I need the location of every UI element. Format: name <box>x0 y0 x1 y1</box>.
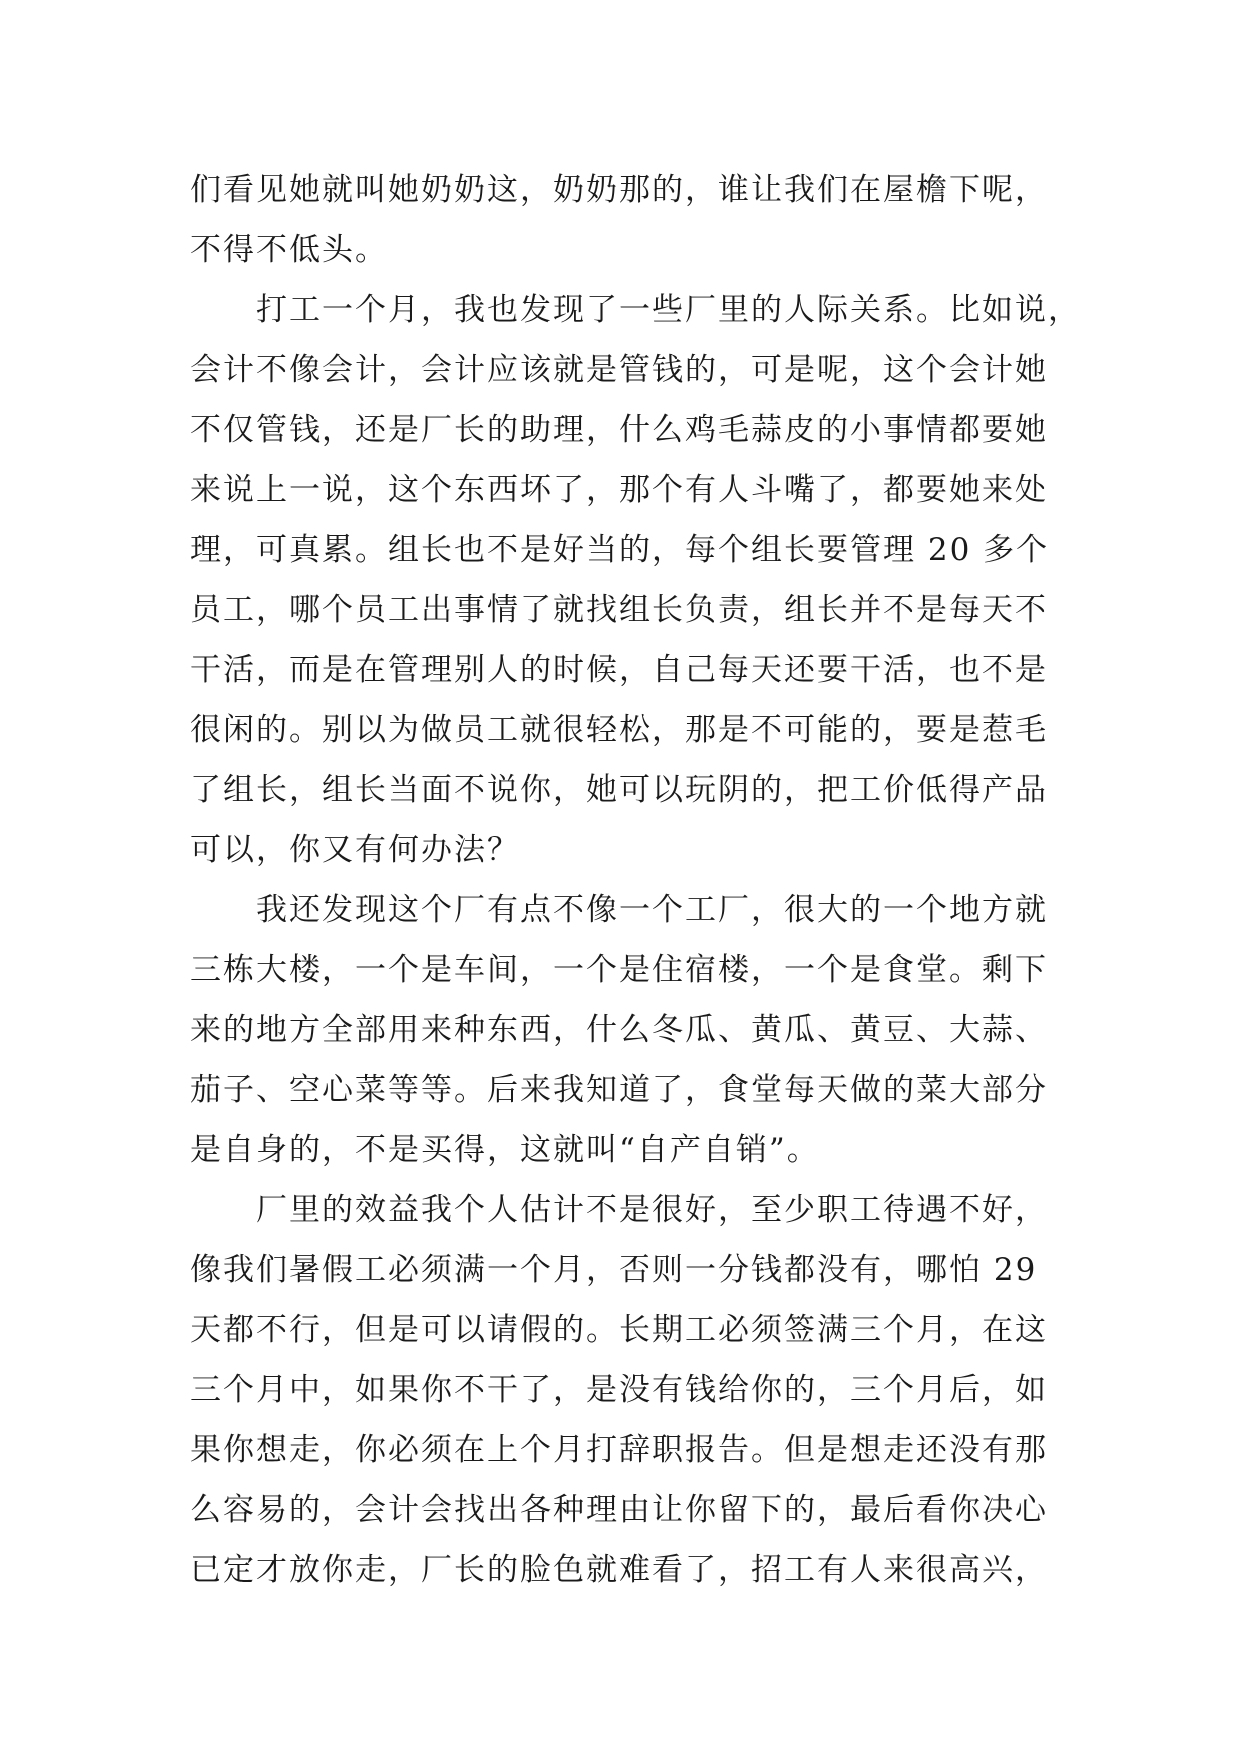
text-line: 不得不低头。 <box>190 232 388 268</box>
text-line: 来的地方全部用来种东西，什么冬瓜、黄瓜、黄豆、大蒜、 <box>190 1012 1048 1048</box>
text-line: 已定才放你走，厂长的脸色就难看了，招工有人来很高兴， <box>190 1552 1048 1588</box>
text-line: 会计不像会计，会计应该就是管钱的，可是呢，这个会计她 <box>190 352 1048 388</box>
text-line: 么容易的，会计会找出各种理由让你留下的，最后看你决心 <box>190 1492 1048 1528</box>
body-text <box>190 160 1081 1600</box>
paragraph-start-line: 厂里的效益我个人估计不是很好，至少职工待遇不好， <box>256 1192 1048 1228</box>
text-line: 干活，而是在管理别人的时候，自己每天还要干活，也不是 <box>190 652 1048 688</box>
text-line: 员工，哪个员工出事情了就找组长负责，组长并不是每天不 <box>190 592 1048 628</box>
paragraph-start-line: 我还发现这个厂有点不像一个工厂，很大的一个地方就 <box>256 892 1048 928</box>
text-line: 理，可真累。组长也不是好当的，每个组长要管理 20 多个 <box>190 532 1050 568</box>
text-line: 是自身的，不是买得，这就叫“自产自销”。 <box>190 1132 820 1168</box>
text-line: 像我们暑假工必须满一个月，否则一分钱都没有，哪怕 29 <box>190 1252 1038 1288</box>
text-line: 果你想走，你必须在上个月打辞职报告。但是想走还没有那 <box>190 1432 1048 1468</box>
text-line: 茄子、空心菜等等。后来我知道了，食堂每天做的菜大部分 <box>190 1072 1048 1108</box>
paragraph-start-line: 打工一个月，我也发现了一些厂里的人际关系。比如说， <box>256 292 1081 328</box>
text-line: 天都不行，但是可以请假的。长期工必须签满三个月，在这 <box>190 1312 1048 1348</box>
text-line: 们看见她就叫她奶奶这，奶奶那的，谁让我们在屋檐下呢， <box>190 172 1048 208</box>
text-line: 了组长，组长当面不说你，她可以玩阴的，把工价低得产品 <box>190 772 1048 808</box>
text-line: 来说上一说，这个东西坏了，那个有人斗嘴了，都要她来处 <box>190 472 1048 508</box>
text-line: 可以，你又有何办法？ <box>190 832 520 868</box>
text-line: 三栋大楼，一个是车间，一个是住宿楼，一个是食堂。剩下 <box>190 952 1048 988</box>
text-line: 很闲的。别以为做员工就很轻松，那是不可能的，要是惹毛 <box>190 712 1048 748</box>
text-line: 三个月中，如果你不干了，是没有钱给你的，三个月后，如 <box>190 1372 1048 1408</box>
text-line: 不仅管钱，还是厂长的助理，什么鸡毛蒜皮的小事情都要她 <box>190 412 1048 448</box>
